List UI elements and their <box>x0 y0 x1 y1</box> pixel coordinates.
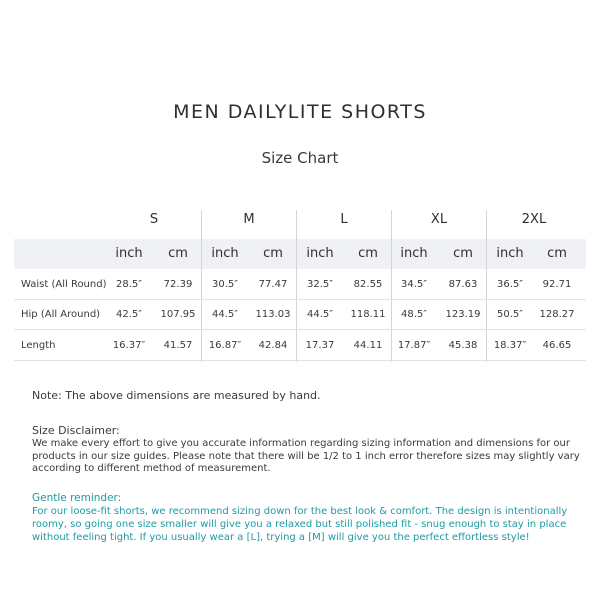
table-cell: 128.27 <box>539 309 575 320</box>
unit-header-inch: inch <box>400 246 428 261</box>
unit-header-cm: cm <box>358 246 378 261</box>
unit-header-cm: cm <box>453 246 473 261</box>
table-cell: 17.37 <box>305 340 335 351</box>
page-title: MEN DAILYLITE SHORTS <box>173 101 427 123</box>
unit-header-inch: inch <box>306 246 334 261</box>
size-header-m: M <box>243 212 255 227</box>
table-cell: 28.5″ <box>115 279 142 290</box>
unit-header-cm: cm <box>168 246 188 261</box>
table-cell: 113.03 <box>255 309 291 320</box>
unit-header-inch: inch <box>496 246 524 261</box>
table-cell: 50.5″ <box>496 309 523 320</box>
table-cell: 44.11 <box>353 340 383 351</box>
row-divider <box>14 360 586 361</box>
table-cell: 17.87″ <box>397 340 431 351</box>
table-cell: 42.5″ <box>115 309 142 320</box>
measurement-note: Note: The above dimensions are measured by hand. <box>32 389 321 402</box>
unit-header-inch: inch <box>211 246 239 261</box>
table-cell: 82.55 <box>353 279 383 290</box>
unit-header-cm: cm <box>263 246 283 261</box>
row-label-length: Length <box>21 340 56 351</box>
page-subtitle: Size Chart <box>261 149 339 167</box>
table-cell: 32.5″ <box>306 279 333 290</box>
size-header-2xl: 2XL <box>521 212 547 227</box>
table-cell: 48.5″ <box>400 309 427 320</box>
row-label-hip: Hip (All Around) <box>21 309 101 320</box>
table-cell: 46.65 <box>542 340 572 351</box>
table-cell: 123.19 <box>445 309 481 320</box>
unit-header-inch: inch <box>115 246 143 261</box>
table-cell: 41.57 <box>163 340 193 351</box>
disclaimer-body: We make every effort to give you accurate information regarding sizing information and dimensions for our products in our size guides. Please note that there will be 1/2 to 1 inch error therefore sizes may slightly vary according to different method of measurement. <box>32 438 580 474</box>
table-cell: 30.5″ <box>211 279 238 290</box>
reminder-body: For our loose-fit shorts, we recommend sizing down for the best look & comfort. The design is intentionally roomy, so going one size smaller will give you a relaxed but still polished fit - snug enough to stay in place without feeling tight. If you usually wear a [L], trying a [M] will give you the perfect effortless style! <box>32 506 568 543</box>
table-cell: 36.5″ <box>496 279 523 290</box>
table-cell: 44.5″ <box>306 309 333 320</box>
size-header-s: S <box>149 212 159 227</box>
row-label-waist: Waist (All Round) <box>21 279 107 290</box>
disclaimer-heading: Size Disclaimer: <box>32 424 120 437</box>
table-cell: 72.39 <box>163 279 193 290</box>
table-cell: 16.37″ <box>112 340 146 351</box>
table-cell: 87.63 <box>448 279 478 290</box>
table-cell: 107.95 <box>160 309 196 320</box>
table-cell: 44.5″ <box>211 309 238 320</box>
table-cell: 16.87″ <box>208 340 242 351</box>
reminder-heading: Gentle reminder: <box>32 492 122 504</box>
table-cell: 118.11 <box>350 309 386 320</box>
table-cell: 77.47 <box>258 279 288 290</box>
unit-header-cm: cm <box>547 246 567 261</box>
table-cell: 18.37″ <box>493 340 527 351</box>
table-cell: 34.5″ <box>400 279 427 290</box>
size-header-l: L <box>340 212 348 227</box>
table-cell: 42.84 <box>258 340 288 351</box>
row-divider <box>14 329 586 330</box>
table-cell: 45.38 <box>448 340 478 351</box>
size-header-xl: XL <box>430 212 448 227</box>
row-divider <box>14 299 586 300</box>
table-cell: 92.71 <box>542 279 572 290</box>
